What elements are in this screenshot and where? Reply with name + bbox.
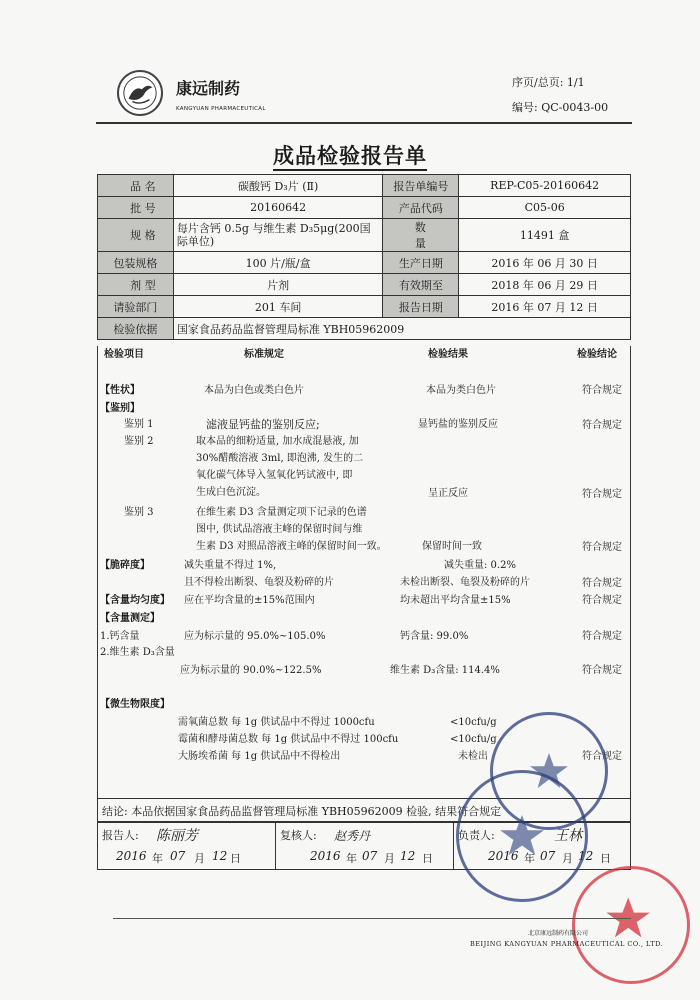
- reporter-date-month: 07: [170, 849, 186, 863]
- manager-label: 负责人:: [458, 829, 495, 842]
- uniformity-standard: 应在平均含量的±15%范围内: [184, 595, 315, 606]
- reviewer-date-year: 2016: [310, 849, 341, 863]
- table-row: [98, 318, 631, 340]
- table-row: [98, 219, 631, 252]
- ident2-standard-3: 氧化碳气体导入氢氧化钙试液中, 即: [196, 470, 353, 481]
- batch-label: 批 号: [98, 197, 174, 219]
- package-label: 包装规格: [98, 252, 174, 274]
- dept-value: 201 车间: [173, 296, 383, 318]
- expiry-label: 有效期至: [383, 274, 459, 296]
- quantity-label: 数 量: [383, 219, 459, 252]
- ident3-standard-1: 在维生素 D3 含量测定项下记录的色谱: [196, 507, 367, 518]
- manager-date-year: 2016: [488, 849, 519, 863]
- micro2-result: <10cfu/g: [450, 734, 497, 745]
- mfg-date-value: 2016 年 06 月 30 日: [459, 252, 631, 274]
- friability-result-2: 未检出断裂、龟裂及粉碎的片: [400, 577, 530, 588]
- batch-value: 20160642: [173, 197, 383, 219]
- report-date-value: 2016 年 07 月 12 日: [459, 296, 631, 318]
- ident3-standard-2: 图中, 供试品溶液主峰的保留时间与维: [196, 524, 363, 535]
- footer-divider: [113, 918, 631, 919]
- appearance-title: 【性状】: [100, 385, 140, 396]
- reporter-label: 报告人:: [102, 829, 139, 842]
- seal-star-icon: [459, 773, 585, 899]
- ident2-standard-1: 取本品的细粉适量, 加水成混悬液, 加: [196, 436, 359, 447]
- dept-label: 请验部门: [98, 296, 174, 318]
- micro-title: 【微生物限度】: [100, 699, 170, 710]
- table-row: [98, 252, 631, 274]
- reviewer-day-unit: 日: [422, 852, 433, 865]
- manager-date-month: 07: [540, 849, 556, 863]
- uniformity-result: 均未超出平均含量±15%: [400, 595, 511, 606]
- appearance-conclusion: 符合规定: [582, 385, 622, 396]
- document-number: 编号: QC-0043-00: [512, 101, 609, 114]
- product-name-value: 碳酸钙 D₃片 (Ⅱ): [173, 175, 383, 197]
- ident-title: 【鉴别】: [100, 403, 140, 414]
- form-label: 剂 型: [98, 274, 174, 296]
- table-row: [98, 197, 631, 219]
- appearance-result: 本品为类白色片: [426, 385, 496, 396]
- ident1-label: 鉴别 1: [124, 419, 154, 430]
- assay1-label: 1.钙含量: [100, 631, 140, 642]
- ident3-result: 保留时间一致: [422, 541, 482, 552]
- reviewer-date-day: 12: [400, 849, 416, 863]
- friability-standard-1: 减失重量不得过 1%,: [184, 560, 277, 571]
- reviewer-cell: [276, 823, 454, 869]
- basis-label: 检验依据: [98, 318, 174, 340]
- product-name-label: 品 名: [98, 175, 174, 197]
- assay2-conclusion: 符合规定: [582, 665, 622, 676]
- table-row: [98, 175, 631, 197]
- ident1-conclusion: 符合规定: [582, 420, 622, 431]
- seal-star-icon: [575, 869, 687, 981]
- footer-company-en: BEIJING KANGYUAN PHARMACEUTICAL CO., LTD.: [470, 940, 664, 948]
- ident3-conclusion: 符合规定: [582, 542, 622, 553]
- manager-year-unit: 年: [524, 852, 535, 865]
- header-divider: [96, 122, 632, 124]
- assay2-label: 2.维生素 D₃含量: [100, 647, 175, 658]
- form-value: 片剂: [173, 274, 383, 296]
- mfg-date-label: 生产日期: [383, 252, 459, 274]
- report-no-label: 报告单编号: [383, 175, 459, 197]
- red-quality-stamp: [572, 866, 690, 984]
- report-date-label: 报告日期: [383, 296, 459, 318]
- assay2-standard: 应为标示量的 90.0%~122.5%: [180, 665, 322, 676]
- uniformity-title: 【含量均匀度】: [100, 595, 170, 606]
- col-conclusion-header: 检验结论: [577, 349, 617, 360]
- manager-signature: 王林: [554, 828, 582, 844]
- report-title: 成品检验报告单: [0, 140, 700, 170]
- ident1-result: 显钙盐的鉴别反应: [418, 419, 498, 430]
- friability-standard-2: 且不得检出断裂、龟裂及粉碎的片: [184, 577, 334, 588]
- ident2-conclusion: 符合规定: [582, 489, 622, 500]
- spec-value: 每片含钙 0.5g 与维生素 D₃5μg(200国际单位): [173, 219, 383, 252]
- reporter-cell: [98, 823, 276, 869]
- reviewer-signature: 赵秀丹: [334, 829, 371, 843]
- assay2-result: 维生素 D₃含量: 114.4%: [390, 665, 500, 676]
- col-result-header: 检验结果: [428, 349, 468, 360]
- manager-day-unit: 日: [600, 852, 611, 865]
- col-standard-header: 标准规定: [244, 349, 284, 360]
- package-value: 100 片/瓶/盒: [173, 252, 383, 274]
- footer-company-cn: 北京康远制药有限公司: [528, 930, 589, 937]
- company-name-en: KANGYUAN PHARMACEUTICAL: [176, 106, 266, 112]
- table-row: [98, 274, 631, 296]
- product-code-value: C05-06: [459, 197, 631, 219]
- reporter-month-unit: 月: [194, 852, 205, 865]
- micro-conclusion: 符合规定: [582, 751, 622, 762]
- assay1-standard: 应为标示量的 95.0%~105.0%: [184, 631, 326, 642]
- expiry-value: 2018 年 06 月 29 日: [459, 274, 631, 296]
- assay1-result: 钙含量: 99.0%: [400, 631, 469, 642]
- micro1-result: <10cfu/g: [450, 717, 497, 728]
- spec-label: 规 格: [98, 219, 174, 252]
- micro3-standard: 大肠埃希菌 每 1g 供试品中不得检出: [178, 751, 341, 762]
- company-logo: [117, 70, 163, 116]
- assay-title: 【含量测定】: [100, 613, 160, 624]
- friability-conclusion: 符合规定: [582, 578, 622, 589]
- micro1-standard: 需氧菌总数 每 1g 供试品中不得过 1000cfu: [178, 717, 375, 728]
- ident2-result: 呈正反应: [428, 488, 468, 499]
- conclusion-text: 结论: 本品依据国家食品药品监督管理局标准 YBH05962009 检验, 结果符合规定: [102, 805, 502, 818]
- crane-logo-icon: [121, 74, 159, 112]
- ident2-standard-2: 30%醋酸溶液 3ml, 即泡沸, 发生的二: [196, 453, 364, 464]
- reporter-date-day: 12: [212, 849, 228, 863]
- reviewer-label: 复核人:: [280, 829, 317, 842]
- micro3-result: 未检出: [458, 751, 488, 762]
- assay1-conclusion: 符合规定: [582, 631, 622, 642]
- uniformity-conclusion: 符合规定: [582, 595, 622, 606]
- ident1-standard: 滤液显钙盐的鉴别反应;: [206, 418, 320, 431]
- appearance-standard: 本品为白色或类白色片: [204, 385, 304, 396]
- manager-date-day: 12: [578, 849, 594, 863]
- reporter-year-unit: 年: [152, 852, 163, 865]
- ident3-label: 鉴别 3: [124, 507, 154, 518]
- reporter-day-unit: 日: [230, 852, 241, 865]
- quantity-value: 11491 盒: [459, 219, 631, 252]
- reviewer-month-unit: 月: [384, 852, 395, 865]
- basis-value: 国家食品药品监督管理局标准 YBH05962009: [173, 318, 630, 340]
- friability-title: 【脆碎度】: [100, 560, 150, 571]
- product-info-table: [97, 174, 631, 340]
- reviewer-year-unit: 年: [346, 852, 357, 865]
- report-no-value: REP-C05-20160642: [459, 175, 631, 197]
- friability-result-1: 减失重量: 0.2%: [444, 560, 516, 571]
- col-item-header: 检验项目: [104, 349, 144, 360]
- table-row: [98, 296, 631, 318]
- reporter-signature: 陈丽芳: [156, 828, 198, 844]
- micro2-standard: 霉菌和酵母菌总数 每 1g 供试品中不得过 100cfu: [178, 734, 399, 745]
- page-info: 序页/总页: 1/1: [512, 76, 585, 89]
- company-name-cn: 康远制药: [176, 79, 241, 98]
- manager-month-unit: 月: [562, 852, 573, 865]
- ident2-standard-4: 生成白色沉淀。: [196, 487, 266, 498]
- product-code-label: 产品代码: [383, 197, 459, 219]
- ident3-standard-3: 生素 D3 对照品溶液主峰的保留时间一致。: [196, 541, 387, 552]
- qa-seal-stamp: [456, 770, 588, 902]
- reporter-date-year: 2016: [116, 849, 147, 863]
- ident2-label: 鉴别 2: [124, 436, 154, 447]
- reviewer-date-month: 07: [362, 849, 378, 863]
